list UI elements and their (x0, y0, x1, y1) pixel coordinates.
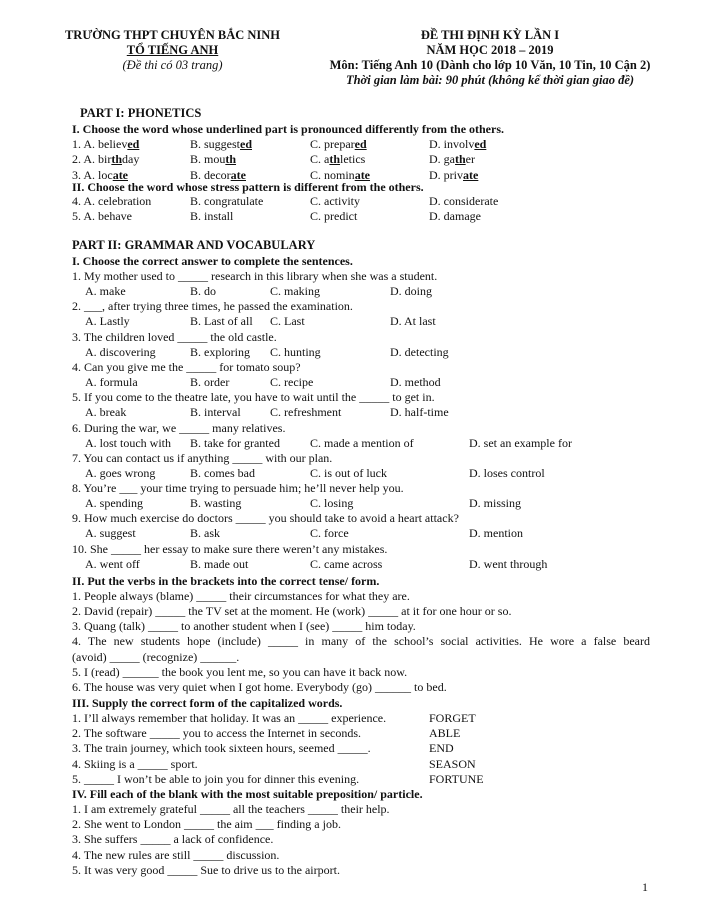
underlined-part: ate (354, 168, 371, 182)
underlined-part: ate (230, 168, 246, 182)
question-stem: 9. How much exercise do doctors _____ you should take to avoid a heart attack? (72, 511, 459, 526)
part2-title: PART II: GRAMMAR AND VOCABULARY (72, 238, 316, 252)
word-part: mou (204, 152, 226, 166)
word-part: loc (98, 168, 113, 182)
answer-option: B. interval (190, 405, 241, 420)
answer-option: D. detecting (390, 344, 449, 359)
answer-option: C. came across (310, 556, 383, 571)
capitalized-word: FORTUNE (429, 771, 484, 786)
question-stem: 2. ___, after trying three times, he passed the examination. (72, 299, 353, 314)
answer-option: C. made a mention of (310, 435, 414, 450)
answer-option: A. spending (85, 496, 143, 511)
answer-option: B. congratulate (190, 194, 264, 208)
answer-option: D. went through (469, 556, 548, 571)
question-line: 2. She went to London _____ the aim ___ finding a job. (72, 817, 341, 832)
answer-option: B. comes bad (190, 465, 255, 480)
word-part: bir (98, 152, 112, 166)
time-line: Thời gian làm bài: 90 phút (không kể thời gian giao đề) (345, 73, 635, 87)
option-label: C. (310, 137, 325, 151)
word-part: suggest (204, 137, 241, 151)
answer-option: D. missing (469, 496, 522, 511)
answer-option (310, 152, 365, 167)
answer-option: D. method (390, 374, 441, 389)
word-part: er (465, 152, 475, 166)
answer-option: A. make (85, 284, 126, 298)
answer-option: C. predict (310, 209, 358, 223)
answer-option: B. wasting (190, 496, 242, 511)
question-sentence: 4. Skiing is a _____ sport. (72, 756, 198, 771)
question-line: 6. The house was very quiet when I got home. Everybody (go) ______ to bed. (72, 680, 447, 694)
answer-option: A. goes wrong (85, 465, 156, 480)
word-part: decor (204, 168, 231, 182)
answer-option: C. force (310, 526, 349, 541)
capitalized-word: FORGET (429, 711, 476, 725)
answer-option (429, 168, 478, 183)
question-number: 1. A. (72, 137, 99, 151)
part1-sec1-title: I. Choose the word whose underlined part is pronounced differently from the others. (72, 122, 505, 136)
answer-option: A. went off (85, 556, 140, 571)
answer-option (72, 152, 139, 167)
question-line: 5. I (read) ______ the book you lent me, so you can have it back now. (72, 665, 408, 679)
option-label: C. (310, 152, 325, 166)
answer-option: A. break (85, 405, 127, 420)
answer-option: 5. A. behave (72, 209, 132, 223)
header-school-block (40, 28, 305, 73)
answer-option: C. Last (270, 314, 305, 329)
question-number: 3. A. (72, 168, 99, 182)
question-stem: 3. The children loved _____ the old castle. (72, 329, 277, 344)
underlined-part: th (111, 152, 123, 166)
part2-sec2-title: II. Put the verbs in the brackets into the correct tense/ form. (72, 574, 380, 588)
part2-sec3-title: III. Supply the correct form of the capitalized words. (72, 696, 343, 710)
question-number: 2. A. (72, 152, 99, 166)
question-line: 3. She suffers _____ a lack of confidence. (72, 832, 274, 847)
answer-option: A. lost touch with (85, 435, 171, 450)
answer-option (190, 137, 252, 152)
answer-option: D. loses control (469, 465, 545, 480)
question-line: 5. It was very good _____ Sue to drive us to the airport. (72, 862, 340, 877)
option-label: C. (310, 168, 325, 182)
answer-option (72, 137, 139, 152)
header-exam-block (300, 28, 680, 88)
school-year: NĂM HỌC 2018 – 2019 (426, 43, 554, 57)
underlined-part: ed (354, 137, 367, 151)
word-part: priv (443, 168, 464, 182)
answer-option: 4. A. celebration (72, 194, 152, 208)
underlined-part: th (225, 152, 237, 166)
question-line: 4. The new rules are still _____ discussion. (72, 847, 280, 862)
question-stem: 4. Can you give me the _____ for tomato soup? (72, 359, 301, 374)
answer-option: D. set an example for (469, 435, 572, 450)
option-label: D. (429, 137, 444, 151)
option-label: B. (190, 152, 205, 166)
word-part: nomin (324, 168, 355, 182)
answer-option: D. half-time (390, 405, 449, 420)
exam-title: ĐỀ THI ĐỊNH KỲ LẦN I (420, 28, 560, 42)
word-part: a (324, 152, 330, 166)
question-line: 3. Quang (talk) _____ to another student when I (see) _____ him today. (72, 619, 416, 633)
question-sentence: 1. I’ll always remember that holiday. It was an _____ experience. (72, 711, 387, 725)
answer-option: D. mention (469, 526, 523, 541)
department-name: TỔ TIẾNG ANH (126, 43, 219, 57)
question-line: (avoid) _____ (recognize) ______. (72, 650, 240, 664)
part2-sec1-title: I. Choose the correct answer to complete the sentences. (72, 254, 353, 268)
question-sentence: 2. The software _____ you to access the Internet in seconds. (72, 726, 362, 741)
question-sentence: 3. The train journey, which took sixteen hours, seemed _____. (72, 741, 371, 756)
capitalized-word: SEASON (429, 756, 476, 771)
word-part: day (122, 152, 140, 166)
word-part: involv (443, 137, 475, 151)
answer-option: B. order (190, 374, 230, 389)
answer-option: A. Lastly (85, 314, 130, 329)
question-stem: 5. If you come to the theatre late, you have to wait until the _____ to get in. (72, 390, 435, 405)
answer-option: A. formula (85, 374, 138, 389)
answer-option: B. install (190, 209, 234, 223)
answer-option: D. At last (390, 314, 436, 329)
part2-sec4-title: IV. Fill each of the blank with the most suitable preposition/ particle. (72, 787, 423, 801)
underlined-part: ed (474, 137, 487, 151)
answer-option: B. exploring (190, 344, 250, 359)
subject-line: Môn: Tiếng Anh 10 (Dành cho lớp 10 Văn, 10 Tin, 10 Cận 2) (329, 58, 651, 72)
answer-option: B. Last of all (190, 314, 253, 329)
capitalized-word: ABLE (429, 726, 461, 741)
answer-option (429, 137, 486, 152)
answer-option: A. discovering (85, 344, 156, 359)
answer-option: A. suggest (85, 526, 136, 541)
answer-option: C. recipe (270, 374, 314, 389)
page-number: 1 (642, 880, 648, 894)
word-part: letics (340, 152, 366, 166)
question-line: 1. I am extremely grateful _____ all the teachers _____ their help. (72, 802, 390, 816)
underlined-part: ate (463, 168, 479, 182)
question-line: 1. People always (blame) _____ their circumstances for what they are. (72, 589, 410, 603)
answer-option: B. do (190, 284, 217, 298)
answer-option (190, 152, 236, 167)
pages-note: (Đề thi có 03 trang) (122, 58, 223, 72)
option-label: D. (429, 168, 444, 182)
answer-option (429, 152, 475, 167)
question-sentence: 5. _____ I won’t be able to join you for dinner this evening. (72, 771, 360, 786)
capitalized-word: END (429, 741, 454, 756)
answer-option: B. ask (190, 526, 220, 541)
underlined-part: ate (112, 168, 129, 182)
word-part: believ (98, 137, 128, 151)
school-name: TRƯỜNG THPT CHUYÊN BẮC NINH (64, 28, 281, 42)
question-stem: 1. My mother used to _____ research in this library when she was a student. (72, 269, 438, 283)
answer-option: B. made out (190, 556, 249, 571)
answer-option: C. losing (310, 496, 354, 511)
answer-option: C. making (270, 284, 320, 298)
part1-sec2-title: II. Choose the word whose stress pattern is different from the others. (72, 180, 424, 194)
answer-option: D. considerate (429, 194, 499, 208)
option-label: B. (190, 137, 205, 151)
answer-option (310, 137, 367, 152)
option-label: D. (429, 152, 444, 166)
question-stem: 10. She _____ her essay to make sure there weren’t any mistakes. (72, 541, 388, 556)
question-stem: 6. During the war, we _____ many relatives. (72, 420, 286, 435)
question-line: 4. The new students hope (include) _____ in many of the school’s social activities. He wore a false beard (72, 634, 650, 648)
option-label: B. (190, 168, 205, 182)
question-line: 2. David (repair) _____ the TV set at the moment. He (work) _____ at it for one hour or so. (72, 604, 512, 618)
part1-title: PART I: PHONETICS (80, 106, 202, 120)
underlined-part: ed (240, 137, 253, 151)
word-part: ga (443, 152, 455, 166)
underlined-part: th (455, 152, 466, 166)
answer-option: D. doing (390, 284, 432, 298)
answer-option: C. refreshment (270, 405, 342, 420)
answer-option: C. activity (310, 194, 360, 208)
answer-option: C. is out of luck (310, 465, 387, 480)
word-part: prepar (324, 137, 355, 151)
answer-option: B. take for granted (190, 435, 280, 450)
underlined-part: th (329, 152, 341, 166)
underlined-part: ed (127, 137, 140, 151)
answer-option: D. damage (429, 209, 481, 223)
question-stem: 7. You can contact us if anything _____ with our plan. (72, 450, 333, 465)
question-stem: 8. You’re ___ your time trying to persuade him; he’ll never help you. (72, 481, 404, 496)
answer-option: C. hunting (270, 344, 321, 359)
